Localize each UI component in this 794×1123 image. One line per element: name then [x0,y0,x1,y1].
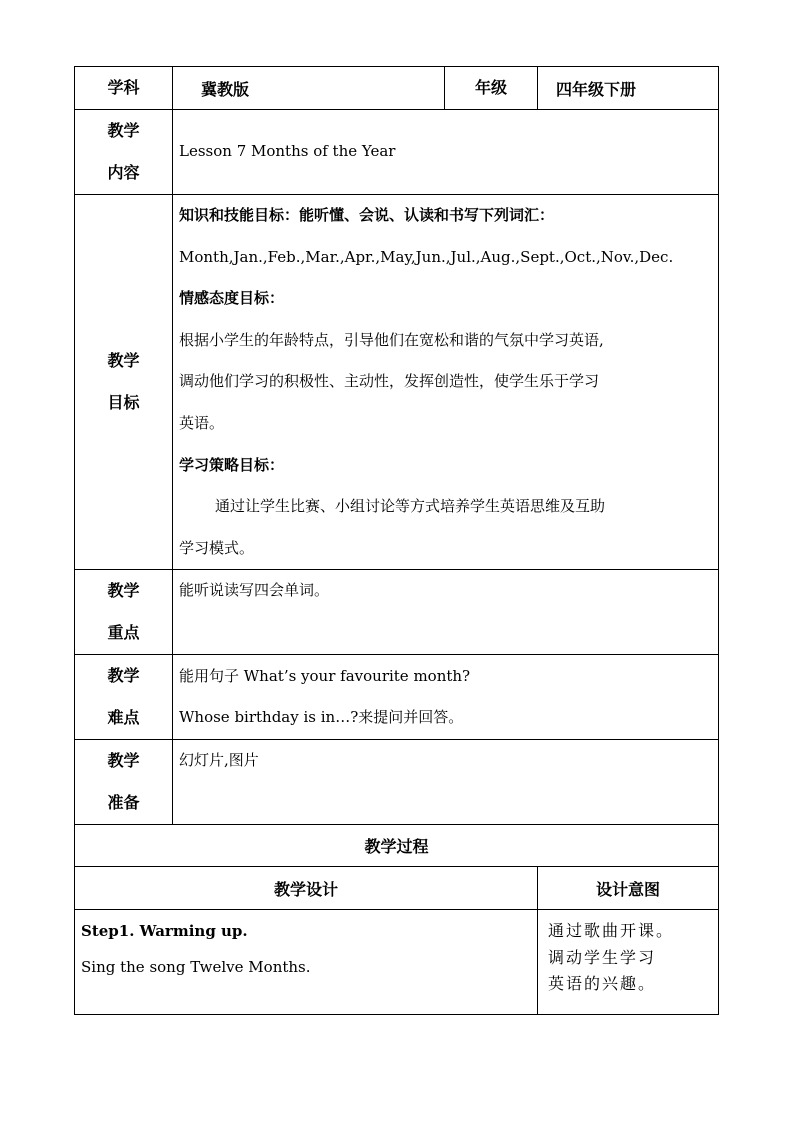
content-row [75,110,719,195]
difficulties-text [173,655,719,740]
key-points-text: 能听说读写四会单词。 [173,570,719,655]
preparation-text: 幻灯片,图片 [173,740,719,825]
subject-value: 冀教版 [173,67,445,110]
emotion-heading: 情感态度目标： [179,289,285,308]
content-label: 教学 内容 [75,110,173,195]
emotion-line: 调动他们学习的积极性、主动性，发挥创造性，使学生乐于学习 [179,372,600,391]
preparation-row [75,740,719,825]
lesson-plan-table [74,66,719,1015]
process-title: 教学过程 [75,825,719,867]
step1-row [75,910,719,1015]
content-text: Lesson 7 Months of the Year [173,110,719,195]
step1-title: Step1. Warming up. [81,922,248,941]
emotion-line: 根据小学生的年龄特点，引导他们在宽松和谐的气氛中学习英语, [179,330,604,349]
design-header: 教学设计 [75,867,538,910]
intent-header: 设计意图 [538,867,719,910]
difficulty-line: 能用句子 What’s your favourite month? [179,666,471,685]
key-points-label: 教学 重点 [75,570,173,655]
grade-label: 年级 [445,67,538,110]
header-row [75,67,719,110]
step1-intent: 通过歌曲开课。 调动学生学习 英语的兴趣。 [538,910,719,1015]
subject-label: 学科 [75,67,173,110]
difficulties-row [75,655,719,740]
step1-text: Sing the song Twelve Months. [81,958,311,977]
knowledge-heading: 知识和技能目标：能听懂、会说、认读和书写下列词汇： [179,206,555,224]
process-title-row [75,825,719,867]
objectives-text [173,195,719,570]
key-points-row [75,570,719,655]
strategy-line: 通过让学生比赛、小组讨论等方式培养学生英语思维及互助 [215,497,606,516]
vocab-list: Month,Jan.,Feb.,Mar.,Apr.,May,Jun.,Jul.,Aug.,Sept.,Oct.,Nov.,Dec. [179,247,674,266]
objectives-label: 教学 目标 [75,195,173,570]
emotion-line: 英语。 [179,413,225,432]
strategy-line: 学习模式。 [179,538,255,557]
process-header-row [75,867,719,910]
difficulty-line: Whose birthday is in…?来提问并回答。 [179,708,464,727]
difficulties-label: 教学 难点 [75,655,173,740]
grade-value: 四年级下册 [538,67,719,110]
strategy-heading: 学习策略目标： [179,455,285,474]
step1-design [75,910,538,1015]
preparation-label: 教学 准备 [75,740,173,825]
objectives-row [75,195,719,570]
